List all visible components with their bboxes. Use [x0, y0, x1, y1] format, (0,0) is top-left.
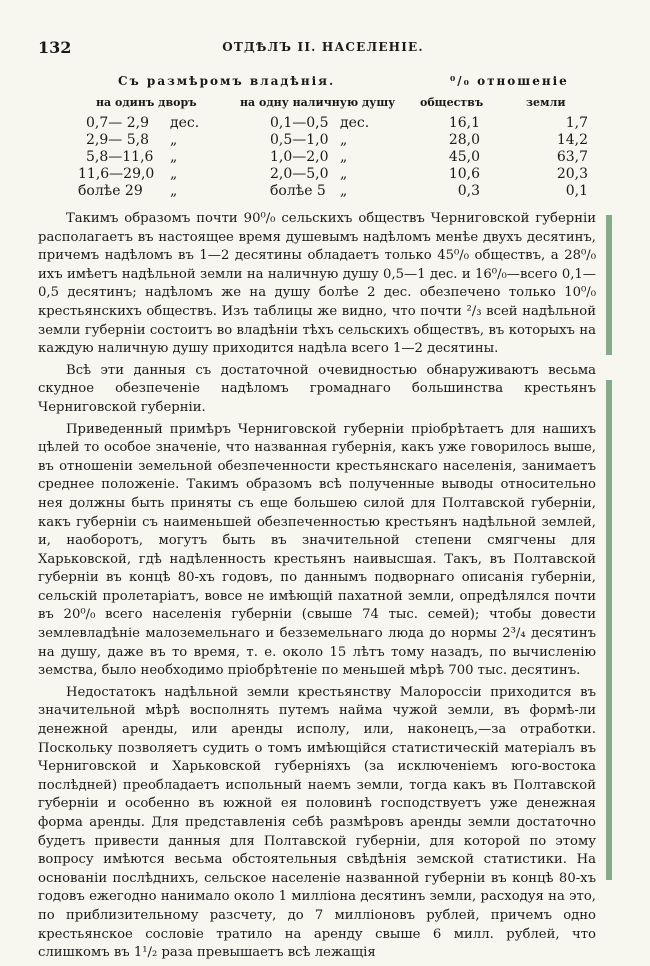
cell-communes: 28,0 [448, 132, 480, 148]
cell-per-soul-unit: „ [340, 149, 348, 165]
table-row [78, 149, 598, 166]
cell-communes: 16,1 [448, 115, 480, 131]
cell-communes: 45,0 [448, 149, 480, 165]
cell-per-yard-unit: „ [170, 183, 178, 199]
running-head: ОТДѢЛЪ II. НАСЕЛЕНІЕ. [222, 40, 424, 54]
table-row [78, 115, 598, 132]
cell-per-soul-unit: „ [340, 132, 348, 148]
page-edge-stain [606, 215, 612, 355]
cell-per-yard-unit: дес. [170, 115, 200, 131]
cell-per-soul-unit: „ [340, 166, 348, 182]
paragraph: Приведенный примѣръ Черниговской губерніи пріобрѣтаетъ для нашихъ цѣлей то особое значеніе, что названная губернія, какъ уже говорилось выше, въ отношеніи земельной обезпеченности крестьянскаго населенія, занимаетъ среднее положеніе. Такимъ образомъ всѣ полученные выводы относительно нея должны быть приняты съ еще большею силой для Полтавской губерніи, какъ губерніи съ наименьшей обезпеченностью крестьянъ надѣльной землей, и, наоборотъ, могутъ быть въ значительной степени смягчены для Харьковской, гдѣ надѣленность крестьянъ наивысшая. Такъ, въ Полтавской губерніи въ концѣ 80-хъ годовъ, по даннымъ подворнаго описанія губерніи, сельскій пролетаріатъ, вовсе не имѣющій пахатной земли, опредѣлялся почти въ 20⁰/₀ всего населенія губерніи (свыше 74 тыс. семей); чтобы довести землевладѣніе малоземельнаго и безземельнаго люда до нормы 2³/₄ десятинъ на душу, даже въ то время, т. е. около 15 лѣтъ тому назадъ, по вычисленію земства, было необходимо пріобрѣтеніе по меньшей мѣрѣ 700 тыс. десятинъ. [38, 421, 596, 679]
cell-communes: 10,6 [448, 166, 480, 182]
cell-land: 0,1 [565, 183, 588, 199]
cell-per-yard-unit: „ [170, 149, 178, 165]
cell-per-soul: 0,1—0,5 [270, 115, 329, 131]
table-heading-percent: ⁰/₀ отношеніе [450, 74, 569, 88]
cell-per-yard-unit: „ [170, 132, 178, 148]
cell-per-soul: 2,0—5,0 [270, 166, 329, 182]
cell-land: 1,7 [565, 115, 588, 131]
cell-per-yard-unit: „ [170, 166, 178, 182]
table-heading-land: Съ размѣромъ владѣнія. [118, 74, 336, 88]
table-row [78, 132, 598, 149]
table-row [78, 183, 598, 200]
cell-land: 14,2 [556, 132, 588, 148]
cell-per-yard: болѣе 29 [78, 183, 143, 199]
subhead-per-yard: на одинъ дворъ [96, 96, 197, 109]
cell-communes: 0,3 [457, 183, 480, 199]
paragraph: Недостатокъ надѣльной земли крестьянству Малороссіи приходится въ значительной мѣрѣ восполнять путемъ найма чужой земли, въ формѣ-ли денежной аренды, или аренды исполу, или, наконецъ,—за отработки. Поскольку позволяетъ судить о томъ имѣющійся статистическій матеріалъ въ Черниговской и Харьковской губерніяхъ (за исключеніемъ юго-востока послѣдней) преобладаетъ испольный наемъ земли, тогда какъ въ Полтавской губерніи и особенно въ южной ея половинѣ господствуетъ уже денежная форма аренды. Для представленія себѣ размѣровъ аренды земли достаточно будетъ привести данныя для Полтавской губерніи, для которой по этому вопросу имѣются весьма обстоятельныя свѣдѣнія земской статистики. На основаніи послѣднихъ, сельское населеніе названной губерніи въ концѣ 80-хъ годовъ ежегодно нанимало около 1 милліона десятинъ земли, расходуя на это, по приблизительному разсчету, до 7 милліоновъ рублей, причемъ одно крестьянское сословіе тратило на аренду свыше 6 милл. рублей, что слишкомъ въ 1¹/₂ раза превышаетъ всѣ лежащія [38, 684, 596, 961]
page-number: 132 [38, 38, 72, 57]
table-row [78, 166, 598, 183]
page-header [38, 38, 608, 60]
page-edge-stain [606, 380, 612, 880]
subhead-communes: обществъ [420, 96, 484, 109]
subhead-land: земли [526, 96, 566, 109]
cell-land: 20,3 [556, 166, 588, 182]
paragraph: Всѣ эти данныя съ достаточной очевидностью обнаруживаютъ весьма скудное обезпеченіе надѣломъ громаднаго большинства крестьянъ Черниговской губерніи. [38, 362, 596, 415]
cell-per-yard: 11,6—29,0 [78, 166, 155, 182]
cell-per-yard: 2,9— 5,8 [86, 132, 149, 148]
cell-land: 63,7 [556, 149, 588, 165]
cell-per-soul: 1,0—2,0 [270, 149, 329, 165]
subhead-per-soul: на одну наличную душу [240, 96, 396, 109]
paragraph: Такимъ образомъ почти 90⁰/₀ сельскихъ обществъ Черниговской губерніи располагаетъ въ настоящее время душевымъ надѣломъ менѣе двухъ десятинъ, причемъ надѣломъ въ 1—2 десятины обладаетъ только 45⁰/₀ обществъ, а 28⁰/₀ ихъ имѣетъ надѣльной земли на наличную душу 0,5—1 дес. и 16⁰/₀—всего 0,1—0,5 десятинъ; надѣломъ же на душу болѣе 2 дес. обезпечено только 10⁰/₀ крестьянскихъ обществъ. Изъ таблицы же видно, что почти ²/₃ всей надѣльной земли губерніи состоитъ во владѣніи тѣхъ сельскихъ обществъ, въ которыхъ на каждую наличную душу приходится надѣла всего 1—2 десятины. [38, 211, 596, 357]
cell-per-soul-unit: дес. [340, 115, 370, 131]
cell-per-soul: болѣе 5 [270, 183, 326, 199]
body-text [38, 210, 596, 966]
cell-per-yard: 0,7— 2,9 [86, 115, 149, 131]
cell-per-soul-unit: „ [340, 183, 348, 199]
cell-per-yard: 5,8—11,6 [86, 149, 154, 165]
cell-per-soul: 0,5—1,0 [270, 132, 329, 148]
